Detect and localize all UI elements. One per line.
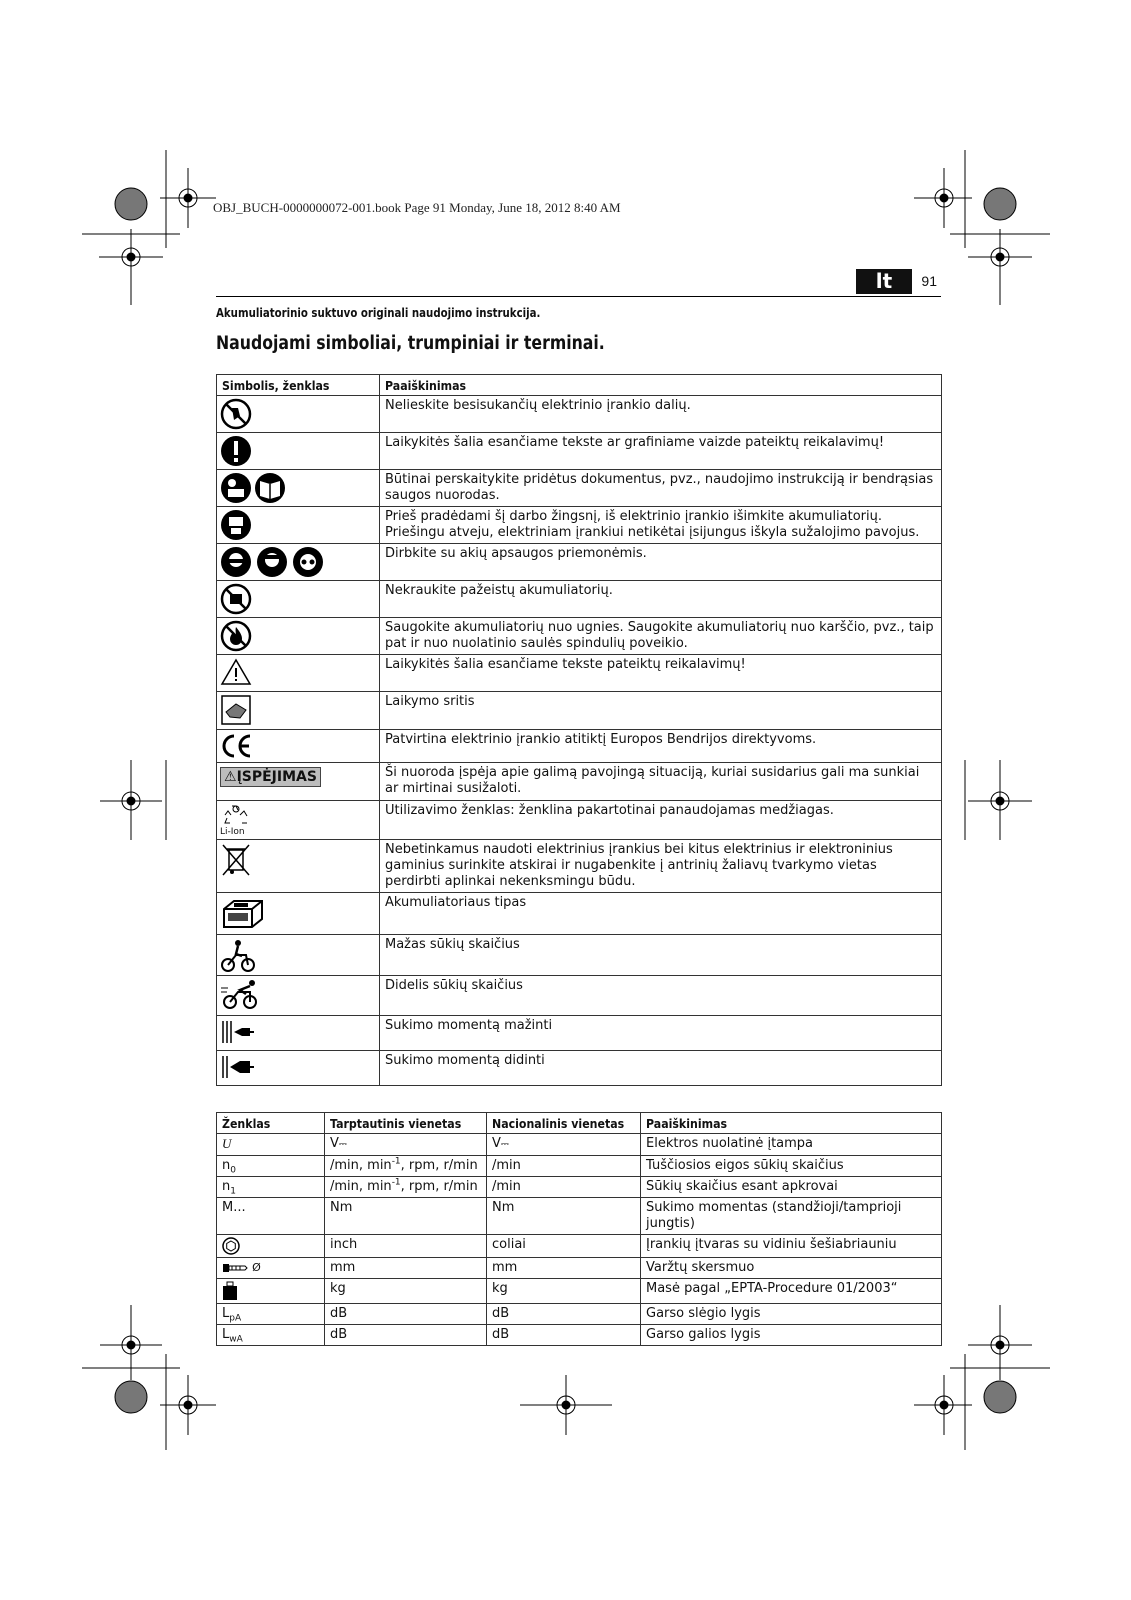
table-row (217, 433, 942, 470)
unit-national: kg (487, 1279, 641, 1304)
unit-description: Sukimo momentas (standžioji/tamprioji jungtis) (641, 1198, 942, 1235)
table-row (217, 470, 942, 507)
symbol-description: Mažas sūkių skaičius (380, 935, 942, 976)
table-row (217, 1016, 942, 1051)
unit-description: Garso slėgio lygis (641, 1304, 942, 1325)
unit-national: dB (487, 1304, 641, 1325)
section-title: Naudojami simboliai, trumpiniai ir terminai. (216, 333, 605, 354)
unit-intl: dB (325, 1304, 487, 1325)
symbol-description: Didelis sūkių skaičius (380, 976, 942, 1016)
table-row (217, 507, 942, 544)
battery-type-icon (220, 895, 266, 931)
symbol-description: Prieš pradėdami šį darbo žingsnį, iš elektrinio įrankio išimkite akumuliatorių. Priešingu atveju, elektriniam įrankiui netikėtai įsijungus iškyla sužalojimo pavojus. (380, 507, 942, 544)
ce-mark-icon (220, 732, 254, 760)
table-row (217, 1235, 942, 1258)
unit-sign: $L_{pA}$ (217, 1304, 325, 1325)
page-number: 91 (921, 273, 937, 289)
no-touch-rotating-icon (220, 398, 252, 430)
table-row (217, 730, 942, 763)
unit-intl: Nm (325, 1198, 487, 1235)
symbol-description: Akumuliatoriaus tipas (380, 893, 942, 935)
unit-sign: $L_{wA}$ (217, 1325, 325, 1346)
no-damaged-battery-icon (220, 583, 252, 615)
unit-description: Garso galios lygis (641, 1325, 942, 1346)
unit-national: /min (487, 1177, 641, 1198)
unit-intl: /min, $\min^{-1}$, rpm, r/min (325, 1177, 487, 1198)
symbol-description: Sukimo momentą mažinti (380, 1016, 942, 1051)
unit-national: Nm (487, 1198, 641, 1235)
no-fire-icon (220, 620, 252, 652)
hex-socket-icon (222, 1237, 240, 1255)
unit-national: V⎓ (487, 1134, 641, 1156)
unit-sign: U (217, 1134, 325, 1156)
table-row (217, 840, 942, 893)
symbol-description: Nebetinkamus naudoti elektrinius įrankius bei kitus elektrinius ir elektroninius gaminius surinkite atskirai ir nugabenkite į antrinių žaliavų tvarkymo vietas perdirbti aplinkai nekenksmingu būdu. (380, 840, 942, 893)
unit-description: Masė pagal „EPTA-Procedure 01/2003“ (641, 1279, 942, 1304)
table-row (217, 893, 942, 935)
symbols-table (216, 374, 942, 1086)
unit-national: mm (487, 1258, 641, 1279)
crossed-bin-icon (220, 842, 252, 878)
exclamation-icon (220, 435, 252, 467)
unit-sign: M... (217, 1198, 325, 1235)
symbol-description: Patvirtina elektrinio įrankio atitiktį Europos Bendrijos direktyvoms. (380, 730, 942, 763)
unit-description: Sūkių skaičius esant apkrovai (641, 1177, 942, 1198)
li-ion-label: Li-Ion (220, 827, 245, 837)
unit-sign: $n_0$ (217, 1156, 325, 1177)
table-row (217, 935, 942, 976)
symbol-description: Būtinai perskaitykite pridėtus dokumentus, pvz., naudojimo instrukciją ir bendrąsias saugos nuorodas. (380, 470, 942, 507)
table-row (217, 1325, 942, 1346)
unit-intl: V⎓ (325, 1134, 487, 1156)
slow-bike-icon (220, 937, 256, 973)
unit-intl: mm (325, 1258, 487, 1279)
symbol-description: Laikykitės šalia esančiame tekste pateiktų reikalavimų! (380, 655, 942, 692)
table-header-row (217, 375, 942, 396)
table-row (217, 1051, 942, 1086)
unit-national: /min (487, 1156, 641, 1177)
column-header: Paaiškinimas (380, 375, 942, 396)
symbol-description: Sukimo momentą didinti (380, 1051, 942, 1086)
screw-diameter-icon (222, 1263, 248, 1273)
column-header: Simbolis, ženklas (217, 375, 380, 396)
eye-protection-icon (220, 546, 325, 578)
fast-bike-icon (220, 978, 260, 1010)
table-row (217, 581, 942, 618)
symbol-description: Saugokite akumuliatorių nuo ugnies. Saugokite akumuliatorių nuo karščio, pvz., taip pat ir nuo nuolatinio saulės spindulių poveikio. (380, 618, 942, 655)
unit-national: dB (487, 1325, 641, 1346)
recycling-icon (220, 803, 252, 827)
column-header: Tarptautinis vienetas (325, 1113, 487, 1134)
torque-low-icon (220, 1018, 256, 1046)
symbol-description: Nelieskite besisukančių elektrinio įrankio dalių. (380, 396, 942, 433)
unit-national: coliai (487, 1235, 641, 1258)
symbol-description: Ši nuoroda įspėja apie galimą pavojingą situaciją, kuriai susidarius gali ma sunkiai ar mirtinai susižaloti. (380, 763, 942, 801)
table-row (217, 655, 942, 692)
unit-description: Varžtų skersmuo (641, 1258, 942, 1279)
unit-description: Įrankių įtvaras su vidiniu šešiabriauniu (641, 1235, 942, 1258)
table-row (217, 763, 942, 801)
table-row (217, 1198, 942, 1235)
symbol-description: Laikykitės šalia esančiame tekste ar grafiniame vaizde pateiktų reikalavimų! (380, 433, 942, 470)
unit-description: Elektros nuolatinė įtampa (641, 1134, 942, 1156)
weight-icon (222, 1281, 238, 1301)
table-row (217, 618, 942, 655)
print-info-line: OBJ_BUCH-0000000072-001.book Page 91 Monday, June 18, 2012 8:40 AM (213, 200, 621, 215)
torque-high-icon (220, 1053, 256, 1081)
column-header: Nacionalinis vienetas (487, 1113, 641, 1134)
table-header-row (217, 1113, 942, 1134)
dc-symbol-icon: ⎓ (338, 1139, 347, 1150)
symbol-description: Laikymo sritis (380, 692, 942, 730)
unit-intl: dB (325, 1325, 487, 1346)
table-row (217, 1177, 942, 1198)
diameter-symbol: Ø (252, 1261, 261, 1274)
table-row (217, 976, 942, 1016)
remove-battery-icon (220, 509, 252, 541)
page-header (216, 269, 941, 297)
warning-label-icon: ⚠ĮSPĖJIMAS (220, 767, 321, 787)
table-row (217, 1304, 942, 1325)
warning-triangle-icon (220, 657, 252, 687)
unit-intl: /min, $\min^{-1}$, rpm, r/min (325, 1156, 487, 1177)
unit-intl: inch (325, 1235, 487, 1258)
grip-area-icon (220, 694, 252, 726)
table-row (217, 1279, 942, 1304)
table-row (217, 1134, 942, 1156)
table-row (217, 801, 942, 840)
read-manual-icon (220, 472, 290, 504)
unit-sign: $n_1$ (217, 1177, 325, 1198)
table-row (217, 1156, 942, 1177)
symbol-description: Dirbkite su akių apsaugos priemonėmis. (380, 544, 942, 581)
language-tab: lt (856, 269, 912, 294)
warning-label-text: ĮSPĖJIMAS (236, 769, 317, 785)
symbol-description: Utilizavimo ženklas: ženklina pakartotinai panaudojamas medžiagas. (380, 801, 942, 840)
unit-intl: kg (325, 1279, 487, 1304)
table-row (217, 692, 942, 730)
dc-symbol-icon: ⎓ (500, 1139, 509, 1150)
unit-description: Tuščiosios eigos sūkių skaičius (641, 1156, 942, 1177)
units-table (216, 1112, 942, 1346)
symbol-description: Nekraukite pažeistų akumuliatorių. (380, 581, 942, 618)
column-header: Paaiškinimas (641, 1113, 942, 1134)
table-row (217, 544, 942, 581)
document-subtitle: Akumuliatorinio suktuvo originali naudojimo instrukcija. (216, 306, 541, 320)
table-row (217, 1258, 942, 1279)
column-header: Ženklas (217, 1113, 325, 1134)
table-row (217, 396, 942, 433)
